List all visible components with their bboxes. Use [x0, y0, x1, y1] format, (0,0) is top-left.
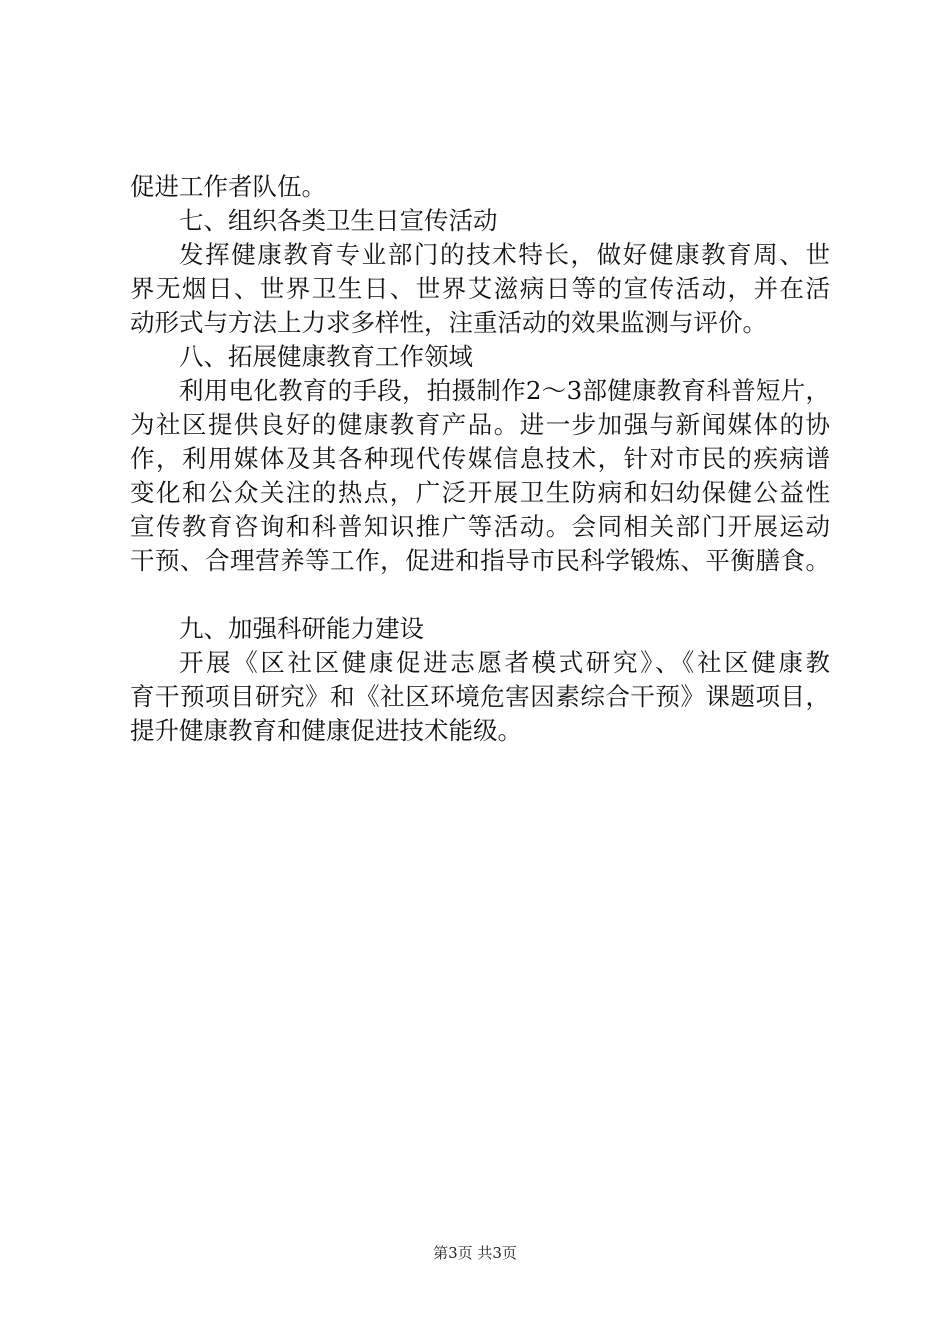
- paragraph-line: 育干预项目研究》和《社区环境危害因素综合干预》课题项目，: [130, 682, 830, 711]
- paragraph-line: 界无烟日、世界卫生日、世界艾滋病日等的宣传活动，并在活: [130, 274, 830, 303]
- section-heading: 八、拓展健康教育工作领域: [179, 342, 473, 371]
- paragraph-line: 发挥健康教育专业部门的技术特长，做好健康教育周、世: [179, 240, 830, 269]
- paragraph-line: 变化和公众关注的热点，广泛开展卫生防病和妇幼保健公益性: [130, 478, 830, 507]
- section-heading: 九、加强科研能力建设: [179, 614, 424, 643]
- paragraph-line: 提升健康教育和健康促进技术能级。: [130, 716, 522, 745]
- section-heading: 七、组织各类卫生日宣传活动: [179, 206, 498, 235]
- paragraph-line: 动形式与方法上力求多样性，注重活动的效果监测与评价。: [130, 308, 767, 337]
- paragraph-line: 干预、合理营养等工作，促进和指导市民科学锻炼、平衡膳食。: [130, 546, 830, 575]
- paragraph-line: 作，利用媒体及其各种现代传媒信息技术，针对市民的疾病谱: [130, 444, 830, 473]
- paragraph-line: 利用电化教育的手段，拍摄制作2～3部健康教育科普短片，: [179, 376, 830, 405]
- paragraph-line: 开展《区社区健康促进志愿者模式研究》、《社区健康教: [179, 648, 830, 677]
- paragraph-line: 促进工作者队伍。: [130, 172, 326, 201]
- page-number-footer: 第3页 共3页: [433, 1244, 517, 1262]
- paragraph-line: 为社区提供良好的健康教育产品。进一步加强与新闻媒体的协: [130, 410, 830, 439]
- paragraph-line: 宣传教育咨询和科普知识推广等活动。会同相关部门开展运动: [130, 512, 830, 541]
